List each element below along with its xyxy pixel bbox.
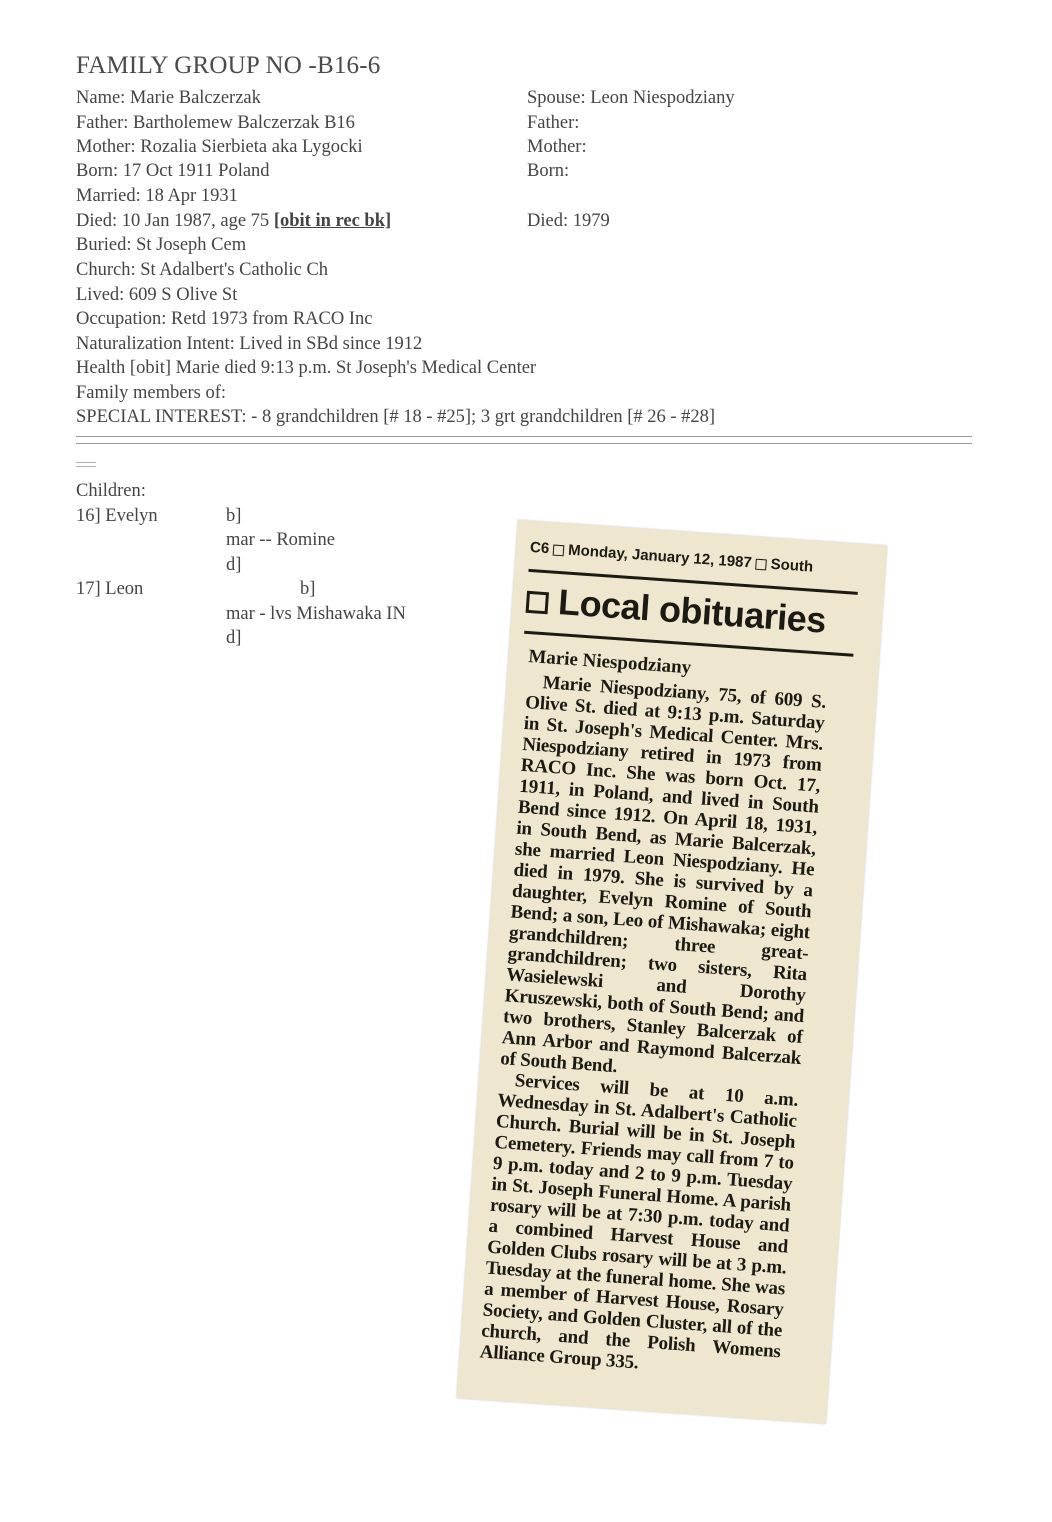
name-field: Name: Marie Balczerzak: [76, 88, 261, 108]
died-text: Died: 10 Jan 1987, age 75: [76, 211, 274, 231]
born-field: Born: 17 Oct 1911 Poland: [76, 161, 270, 181]
child-died: d]: [226, 628, 242, 648]
clipping-page: C6: [529, 538, 550, 558]
obituary-clipping: [457, 520, 887, 1424]
family-members-field: Family members of:: [76, 383, 227, 403]
spouse-name-field: Spouse: Leon Niespodziany: [527, 88, 735, 108]
died-field: [76, 211, 391, 232]
health-field: Health [obit] Marie died 9:13 p.m. St Joseph's Medical Center: [76, 358, 537, 378]
clipping-section-label: Local obituaries: [556, 581, 828, 641]
naturalization-field: Naturalization Intent: Lived in SBd since 1912: [76, 334, 423, 354]
square-bullet-icon: [526, 591, 549, 614]
child-married: mar - lvs Mishawaka IN: [226, 604, 406, 624]
clipping-date: Monday, January 12, 1987: [567, 541, 753, 572]
spouse-father-field: Father:: [527, 113, 580, 133]
child-married: mar -- Romine: [226, 530, 335, 550]
children-label: Children:: [76, 481, 146, 501]
child-born: b]: [300, 579, 316, 599]
spouse-died-field: Died: 1979: [527, 211, 610, 231]
obituary-paragraph: Marie Niespodziany, 75, of 609 S. Olive St. died at 9:13 p.m. Saturday in St. Joseph's Medical Center. Mrs. Niespodziany retired in 1973 from RACO Inc. She was born Oct. 17, 1911, in Poland, and lived in South Bend since 1912. On April 18, 1931, in South Bend, as Marie Balcerzak, she married Leon Niespodziany. He died in 1979. She is survived by a daughter, Evelyn Romine of South Bend; a son, Leo of Mishawaka; eight grandchildren; three great-grandchildren; two sisters, Rita Wasielewski and Dorothy Kruszewski, both of South Bend; and two brothers, Stanley Balcerzak of Ann Arbor and Raymond Balcerzak of South Bend.: [499, 672, 827, 1078]
child-died: d]: [226, 555, 242, 575]
obituary-name: Marie Niespodziany: [527, 646, 692, 679]
father-field: Father: Bartholemew Balczerzak B16: [76, 113, 355, 133]
occupation-field: Occupation: Retd 1973 from RACO Inc: [76, 309, 373, 329]
buried-field: Buried: St Joseph Cem: [76, 235, 247, 255]
child-name: 17] Leon: [76, 579, 144, 599]
mother-field: Mother: Rozalia Sierbieta aka Lygocki: [76, 137, 363, 157]
obituary-paragraph: Services will be at 10 a.m. Wednesday in St. Adalbert's Catholic Church. Burial will be in St. Joseph Cemetery. Friends may call from 7 to 9 p.m. today and 2 to 9 p.m. Tuesday in St. Joseph Funeral Home. A parish rosary will be at 7:30 p.m. today and a combined Harvest House and Golden Clubs rosary will be at 3 p.m. Tuesday at the funeral home. She was a member of Harvest House, Rosary Society, and Golden Cluster, all of the church, and the Polish Womens Alliance Group 335.: [479, 1070, 799, 1374]
square-bullet-icon: [755, 558, 767, 570]
child-name: 16] Evelyn: [76, 506, 158, 526]
section-divider: [76, 436, 972, 444]
section-divider-tail: [76, 462, 96, 467]
special-interest-field: SPECIAL INTEREST: - 8 grandchildren [# 18 - #25]; 3 grt grandchildren [# 26 - #28]: [76, 407, 716, 427]
child-born: b]: [226, 506, 242, 526]
lived-field: Lived: 609 S Olive St: [76, 285, 238, 305]
obit-link[interactable]: [obit in rec bk]: [273, 211, 392, 231]
spouse-born-field: Born:: [527, 161, 570, 181]
spouse-mother-field: Mother:: [527, 137, 587, 157]
square-bullet-icon: [553, 544, 565, 556]
obituary-body: [479, 671, 827, 1383]
page-title: FAMILY GROUP NO -B16-6: [76, 52, 381, 79]
church-field: Church: St Adalbert's Catholic Ch: [76, 260, 329, 280]
married-field: Married: 18 Apr 1931: [76, 186, 238, 206]
clipping-date-tail: South: [770, 555, 814, 576]
